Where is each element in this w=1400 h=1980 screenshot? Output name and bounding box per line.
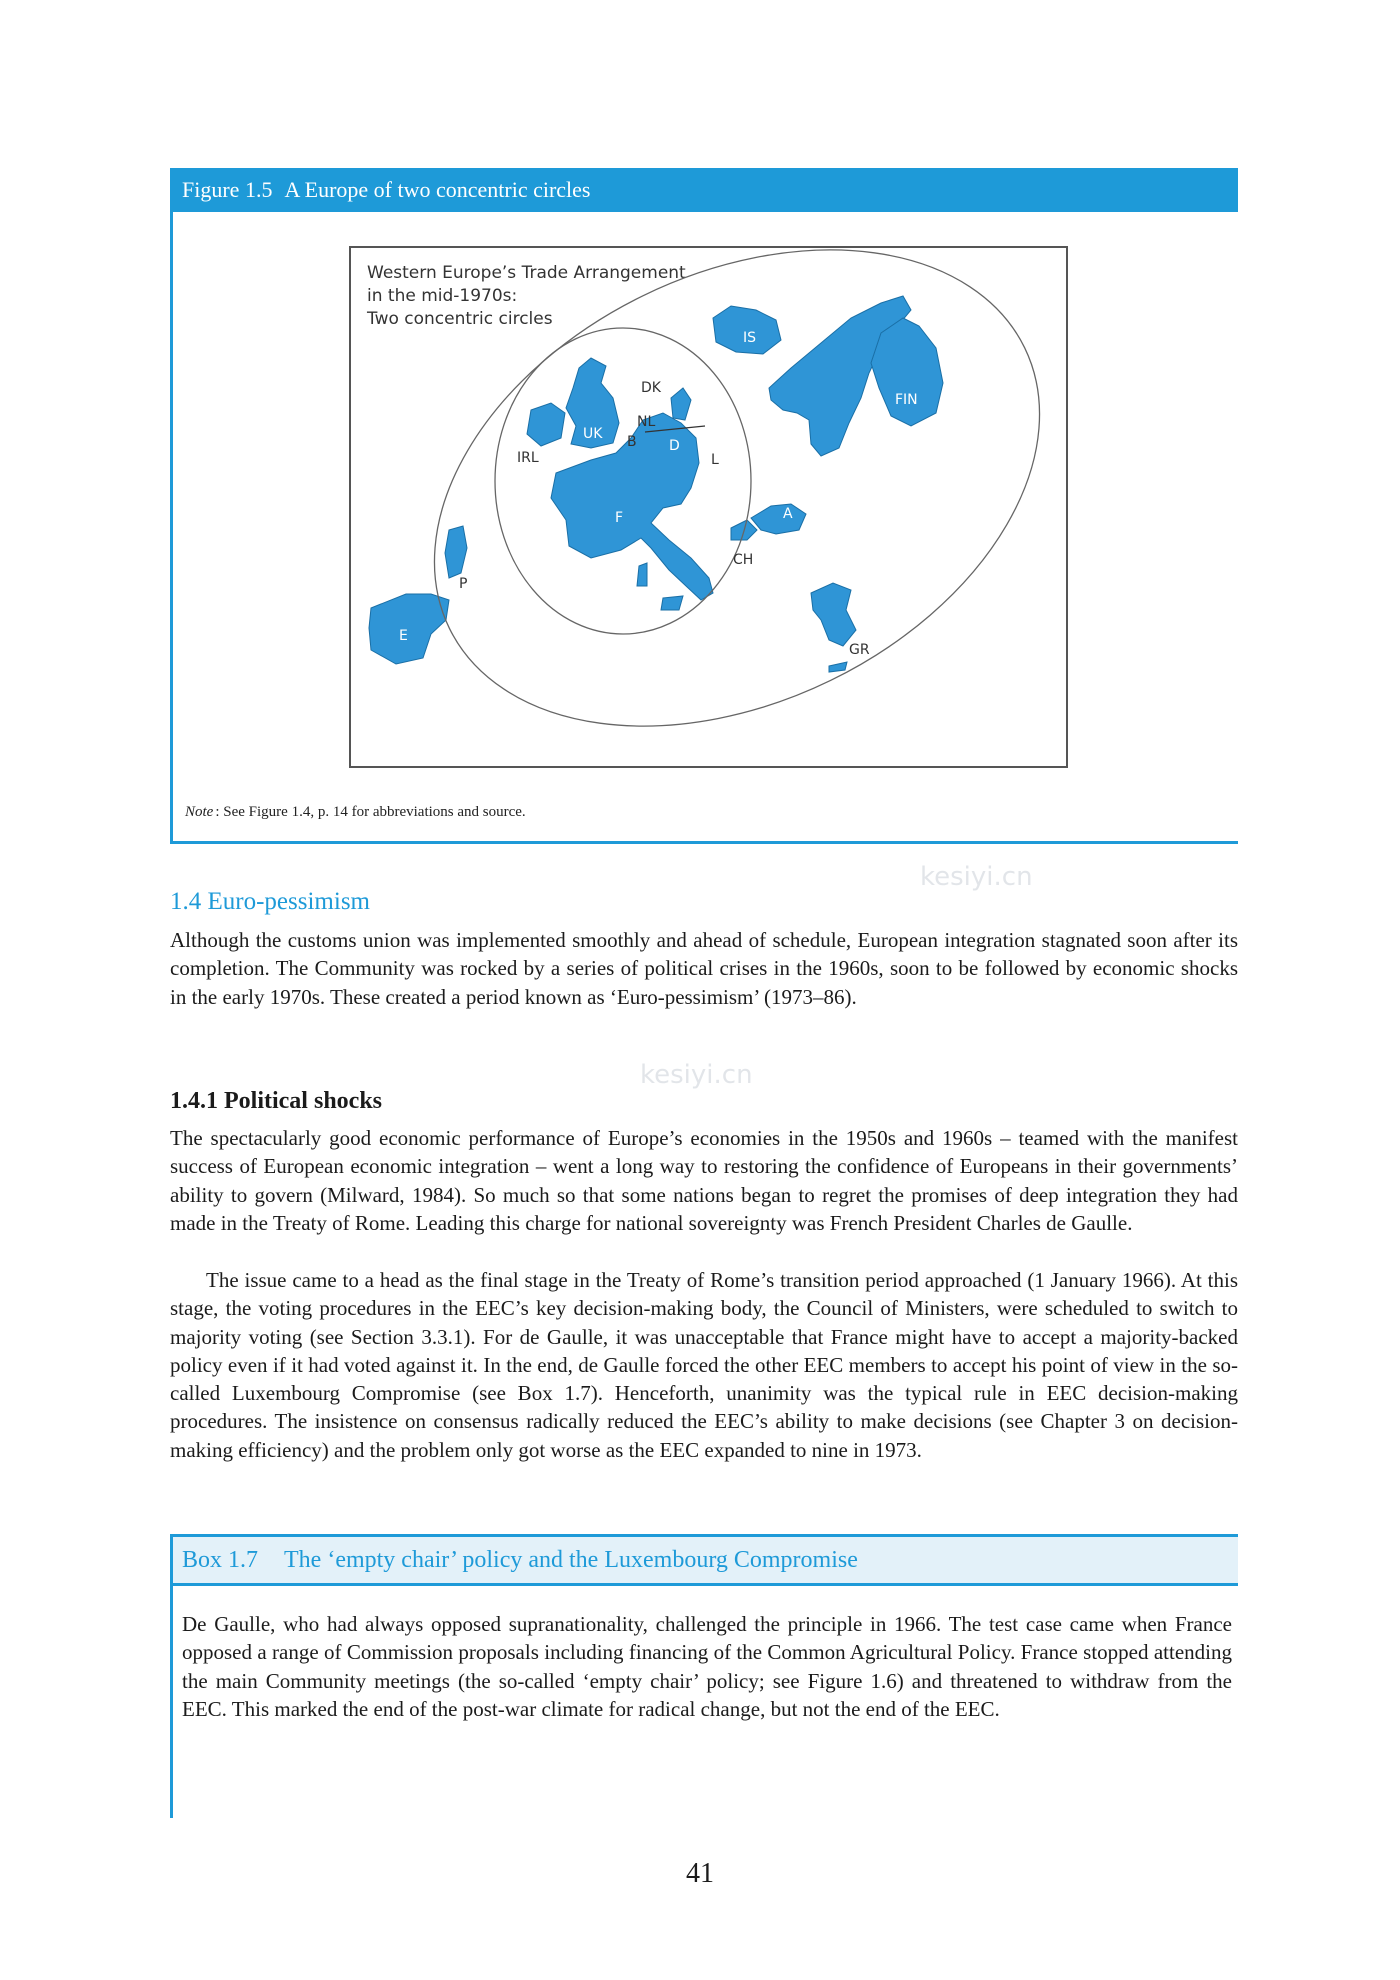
watermark-2: kesiyi.cn [640,1060,753,1090]
label-e: E [399,628,408,644]
box-number: Box 1.7 [182,1547,259,1573]
austria-shape [751,504,806,534]
box-title: The ‘empty chair’ policy and the Luxembourg Compromise [284,1547,858,1573]
label-s: S [821,454,830,470]
sicily-shape [661,596,683,610]
label-b: B [627,434,637,450]
subsection-heading: 1.4.1 Political shocks [170,1088,383,1114]
figure-header [173,168,1238,212]
outer-circle [356,248,1066,766]
label-fin: FIN [895,392,918,408]
label-dk: DK [641,380,661,396]
spain-shape [369,594,449,664]
label-gr: GR [849,642,870,658]
finland-shape [871,318,943,426]
label-uk: UK [583,426,603,442]
figure-title: A Europe of two concentric circles [284,177,591,202]
section-paragraph-1: Although the customs union was implemented smoothly and ahead of schedule, European integration stagnated soon after its completion. The Community was rocked by a series of political crises in the 1960s, soon to be followed by economic shocks in the early 1970s. These created a period known as ‘Euro-pessimism’ (1973–86). [170,928,1238,1009]
europe-map [349,246,1068,768]
subsection-paragraph-2: The issue came to a head as the final stage in the Treaty of Rome’s transition period approached (1 January 1966). At this stage, the voting procedures in the EEC’s key decision-making body, the Council of Ministers, were scheduled to switch to majority voting (see Section 3.3.1). For de Gaulle, it was unacceptable that France might have to accept a majority-backed policy even if it had voted against it. In the end, de Gaulle forced the other EEC members to accept his point of view in the so-called Luxembourg Compromise (see Box 1.7). Henceforth, unanimity was the typical rule in EEC decision-making procedures. The insistence on consensus radically reduced the EEC’s ability to make decisions (see Chapter 3 on decision-making efficiency) and the problem only got worse as the EEC expanded to nine in 1973. [170,1268,1238,1462]
box-1-7 [170,1534,1238,1818]
figure-note [185,804,526,821]
denmark-shape [671,388,691,420]
box-header [173,1534,1238,1586]
crete-shape [829,662,847,672]
ireland-shape [527,403,565,446]
sardinia-shape [637,563,647,586]
label-p: P [459,576,468,592]
figure-1-5 [170,168,1238,844]
map-title-line-2: in the mid-1970s: [367,286,518,306]
section-heading: 1.4 Euro-pessimism [170,888,370,915]
label-irl: IRL [517,450,539,466]
label-d: D [669,438,680,454]
label-f: F [615,510,624,526]
map-title-line-3: Two concentric circles [367,309,553,329]
label-a: A [783,506,793,522]
page-number: 41 [686,1858,714,1889]
label-is: IS [743,330,757,346]
label-i: I [679,530,684,546]
label-n: N [793,418,804,434]
figure-number: Figure 1.5 [182,177,273,202]
label-ch: CH [733,552,754,568]
greece-shape [811,583,856,646]
map-title-line-1: Western Europe’s Trade Arrangement [367,263,686,283]
portugal-shape [445,526,467,578]
figure-note-label: Note [185,804,214,820]
label-l: L [711,452,719,468]
label-nl: NL [637,414,656,430]
watermark-1: kesiyi.cn [920,862,1033,892]
figure-note-text: : See Figure 1.4, p. 14 for abbreviations and source. [215,804,526,820]
subsection-paragraph-1: The spectacularly good economic performance of Europe’s economies in the 1950s and 1960s – teamed with the manifest success of European economic integration – went a long way to restoring the confidence of Europeans in their governments’ ability to govern (Milward, 1984). So much so that some nations began to regret the promises of deep integration they had made in the Treaty of Rome. Leading this charge for national sovereignty was French President Charles de Gaulle. [170,1126,1238,1235]
box-text: De Gaulle, who had always opposed supranationality, challenged the principle in 1966. The test case came when France opposed a range of Commission proposals including financing of the Common Agricultural Policy. France stopped attending the main Community meetings (the so-called ‘empty chair’ policy; see Figure 1.6) and threatened to withdraw from the EEC. This marked the end of the post-war climate for radical change, but not the end of the EEC. [182,1612,1232,1721]
map-svg [351,248,1066,766]
